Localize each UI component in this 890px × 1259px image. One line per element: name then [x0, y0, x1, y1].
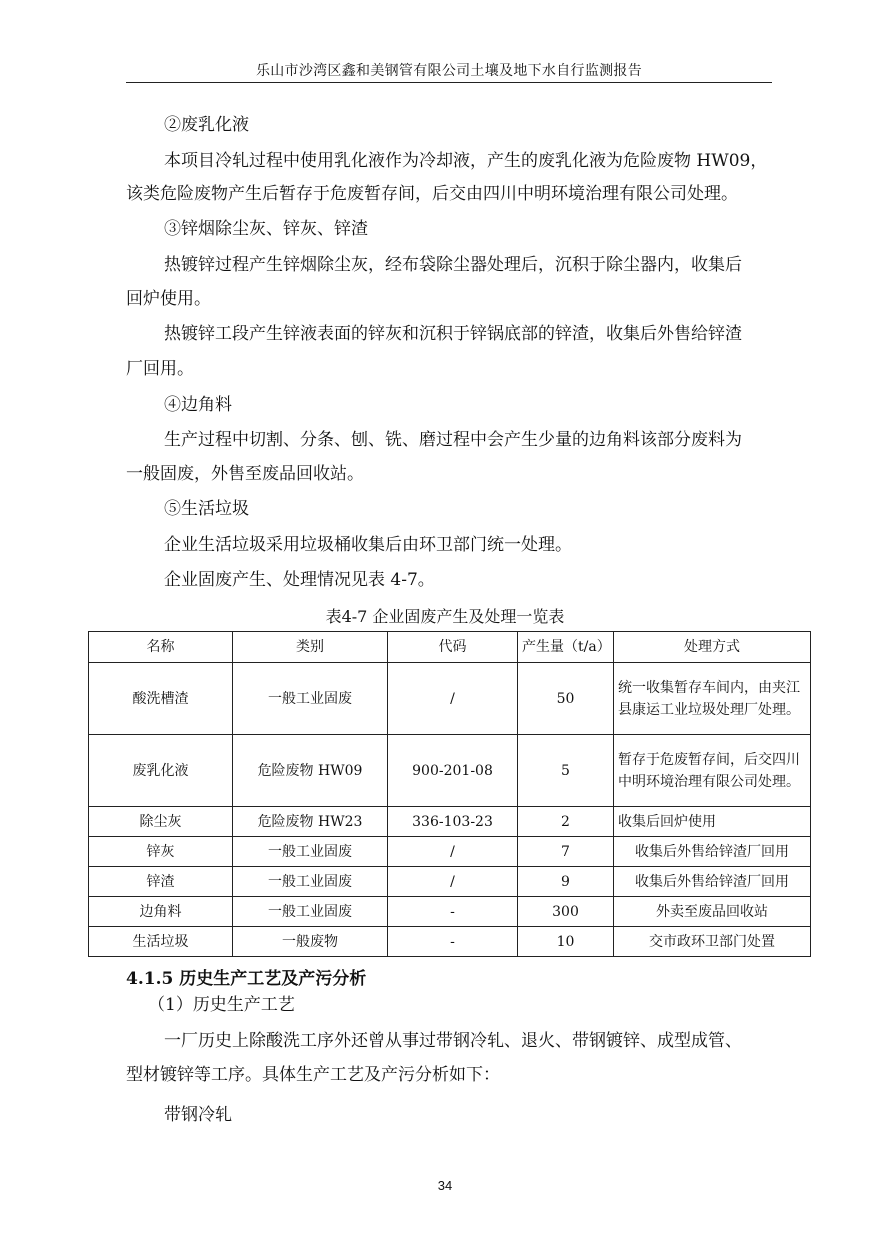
column-header-code: 代码 — [388, 632, 518, 663]
cell-amount: 7 — [518, 837, 614, 867]
table-row — [89, 663, 811, 735]
cell-category: 危险废物 HW09 — [233, 735, 388, 807]
paragraph-line: 热镀锌工段产生锌液表面的锌灰和沉积于锌锅底部的锌渣，收集后外售给锌渣 — [164, 324, 742, 344]
cell-category: 一般工业固废 — [233, 837, 388, 867]
paragraph-line: 一般固废，外售至废品回收站。 — [126, 464, 364, 484]
cell-name: 酸洗槽渣 — [89, 663, 233, 735]
cell-code: 900-201-08 — [388, 735, 518, 807]
column-header-disposal: 处理方式 — [614, 632, 811, 663]
cell-code: - — [388, 927, 518, 957]
cell-disposal: 外卖至废品回收站 — [614, 897, 811, 927]
cell-name: 边角料 — [89, 897, 233, 927]
paragraph-line: 企业固废产生、处理情况见表 4-7。 — [164, 570, 435, 590]
cell-code: 336-103-23 — [388, 807, 518, 837]
table-row — [89, 735, 811, 807]
table-header-row — [89, 632, 811, 663]
header-rule — [126, 82, 772, 83]
heading-waste-emulsion: ②废乳化液 — [164, 115, 249, 135]
cell-disposal: 收集后回炉使用 — [614, 807, 811, 837]
paragraph-line: 厂回用。 — [126, 359, 194, 379]
section-heading: 4.1.5 历史生产工艺及产污分析 — [126, 969, 367, 989]
table-row — [89, 927, 811, 957]
cell-amount: 50 — [518, 663, 614, 735]
heading-domestic-waste: ⑤生活垃圾 — [164, 499, 249, 519]
paragraph-line: 带钢冷轧 — [164, 1105, 232, 1125]
table-row — [89, 897, 811, 927]
paragraph-line: 企业生活垃圾采用垃圾桶收集后由环卫部门统一处理。 — [164, 535, 572, 555]
cell-disposal: 收集后外售给锌渣厂回用 — [614, 867, 811, 897]
cell-category: 一般工业固废 — [233, 897, 388, 927]
paragraph-line: 型材镀锌等工序。具体生产工艺及产污分析如下： — [126, 1065, 500, 1085]
paragraph-line: 一厂历史上除酸洗工序外还曾从事过带钢冷轧、退火、带钢镀锌、成型成管、 — [164, 1031, 742, 1051]
cell-name: 生活垃圾 — [89, 927, 233, 957]
cell-disposal: 交市政环卫部门处置 — [614, 927, 811, 957]
cell-code: / — [388, 867, 518, 897]
column-header-amount: 产生量（t/a） — [518, 632, 614, 663]
paragraph-line: 本项目冷轧过程中使用乳化液作为冷却液，产生的废乳化液为危险废物 HW09， — [164, 151, 768, 171]
cell-name: 除尘灰 — [89, 807, 233, 837]
cell-name: 锌渣 — [89, 867, 233, 897]
table-caption: 表4-7 企业固废产生及处理一览表 — [325, 607, 565, 626]
cell-amount: 300 — [518, 897, 614, 927]
cell-category: 危险废物 HW23 — [233, 807, 388, 837]
paragraph-line: 该类危险废物产生后暂存于危废暂存间，后交由四川中明环境治理有限公司处理。 — [126, 184, 738, 204]
column-header-category: 类别 — [233, 632, 388, 663]
cell-name: 锌灰 — [89, 837, 233, 867]
cell-code: / — [388, 663, 518, 735]
table-row — [89, 807, 811, 837]
cell-disposal: 暂存于危废暂存间，后交四川中明环境治理有限公司处理。 — [614, 735, 811, 807]
cell-disposal: 统一收集暂存车间内，由夹江县康运工业垃圾处理厂处理。 — [614, 663, 811, 735]
page-header-title: 乐山市沙湾区鑫和美钢管有限公司土壤及地下水自行监测报告 — [255, 63, 643, 79]
cell-category: 一般工业固废 — [233, 867, 388, 897]
cell-amount: 10 — [518, 927, 614, 957]
cell-amount: 2 — [518, 807, 614, 837]
cell-code: - — [388, 897, 518, 927]
heading-scrap: ④边角料 — [164, 395, 232, 415]
paragraph-line: 热镀锌过程产生锌烟除尘灰，经布袋除尘器处理后，沉积于除尘器内，收集后 — [164, 255, 742, 275]
subsection-heading: （1）历史生产工艺 — [148, 995, 295, 1015]
page-number: 34 — [437, 1178, 453, 1193]
cell-name: 废乳化液 — [89, 735, 233, 807]
table-row — [89, 837, 811, 867]
cell-code: / — [388, 837, 518, 867]
cell-disposal: 收集后外售给锌渣厂回用 — [614, 837, 811, 867]
cell-amount: 9 — [518, 867, 614, 897]
paragraph-line: 回炉使用。 — [126, 289, 211, 309]
cell-category: 一般废物 — [233, 927, 388, 957]
heading-zinc-dust: ③锌烟除尘灰、锌灰、锌渣 — [164, 219, 368, 239]
cell-amount: 5 — [518, 735, 614, 807]
column-header-name: 名称 — [89, 632, 233, 663]
solid-waste-table — [88, 631, 811, 957]
paragraph-line: 生产过程中切割、分条、刨、铣、磨过程中会产生少量的边角料该部分废料为 — [164, 430, 742, 450]
cell-category: 一般工业固废 — [233, 663, 388, 735]
table-row — [89, 867, 811, 897]
